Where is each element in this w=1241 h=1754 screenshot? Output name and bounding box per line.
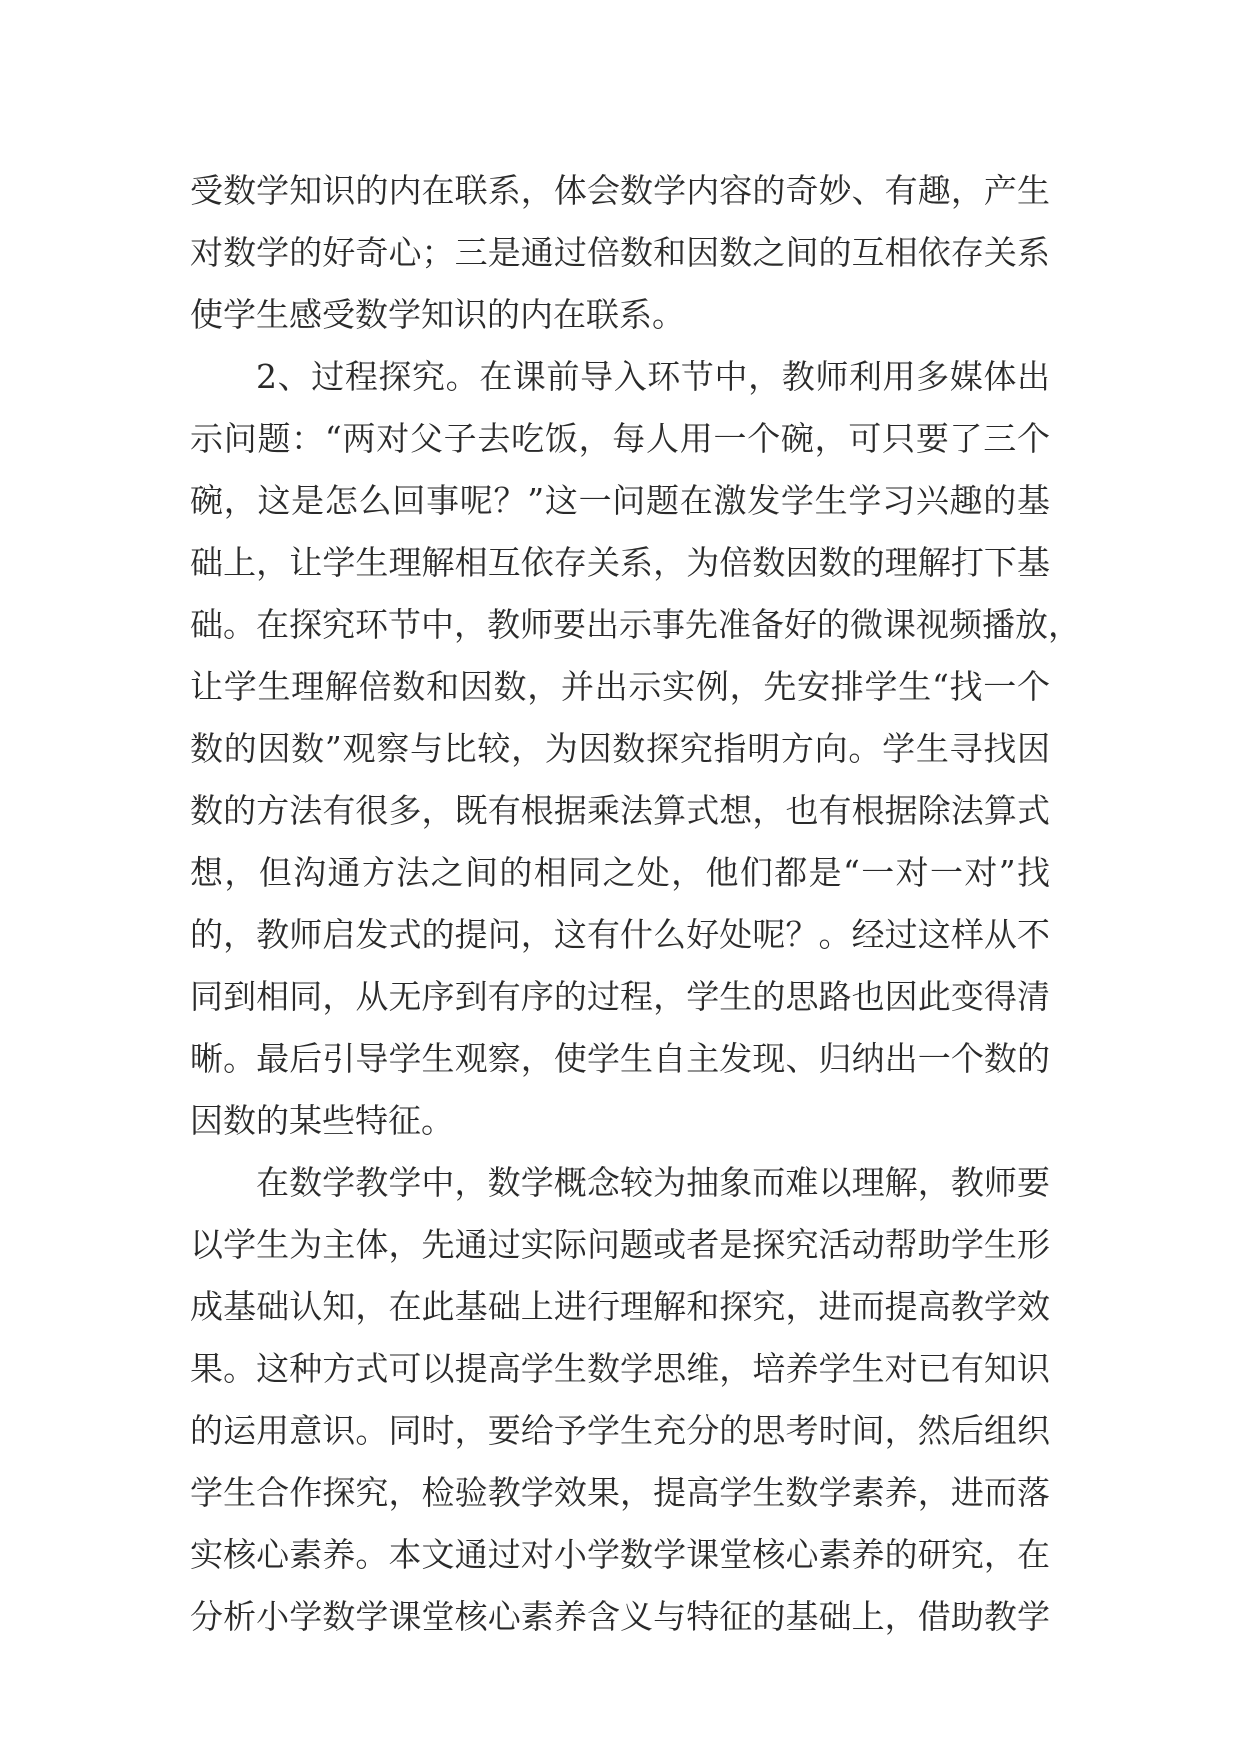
text-line: 想，但沟通方法之间的相同之处，他们都是“一对一对”找 [190, 853, 1050, 892]
text-line: 学生合作探究，检验教学效果，提高学生数学素养，进而落 [190, 1473, 1050, 1512]
text-line: 在数学教学中，数学概念较为抽象而难以理解，教师要 [256, 1163, 1050, 1202]
text-line: 数的因数”观察与比较，为因数探究指明方向。学生寻找因 [190, 729, 1050, 768]
text-line: 础上，让学生理解相互依存关系，为倍数因数的理解打下基 [190, 543, 1050, 582]
body-text [190, 160, 1081, 1648]
text-line: 对数学的好奇心；三是通过倍数和因数之间的互相依存关系 [190, 233, 1050, 272]
text-line: 成基础认知，在此基础上进行理解和探究，进而提高教学效 [190, 1287, 1050, 1326]
text-line: 示问题：“两对父子去吃饭，每人用一个碗，可只要了三个 [190, 419, 1050, 458]
text-line: 的运用意识。同时，要给予学生充分的思考时间，然后组织 [190, 1411, 1050, 1450]
text-line: 受数学知识的内在联系，体会数学内容的奇妙、有趣，产生 [190, 171, 1050, 210]
text-line: 让学生理解倍数和因数，并出示实例，先安排学生“找一个 [190, 667, 1050, 706]
text-line: 同到相同，从无序到有序的过程，学生的思路也因此变得清 [190, 977, 1050, 1016]
text-line: 因数的某些特征。 [190, 1101, 454, 1140]
text-line: 晰。最后引导学生观察，使学生自主发现、归纳出一个数的 [190, 1039, 1050, 1078]
text-line: 2、过程探究。在课前导入环节中，教师利用多媒体出 [256, 357, 1050, 396]
text-line: 数的方法有很多，既有根据乘法算式想，也有根据除法算式 [190, 791, 1050, 830]
text-line: 的，教师启发式的提问，这有什么好处呢？。经过这样从不 [190, 915, 1050, 954]
text-line: 果。这种方式可以提高学生数学思维，培养学生对已有知识 [190, 1349, 1050, 1388]
text-line: 碗，这是怎么回事呢？”这一问题在激发学生学习兴趣的基 [190, 481, 1050, 520]
text-line: 实核心素养。本文通过对小学数学课堂核心素养的研究，在 [190, 1535, 1050, 1574]
text-line: 础。在探究环节中，教师要出示事先准备好的微课视频播放， [190, 605, 1081, 644]
text-line: 以学生为主体，先通过实际问题或者是探究活动帮助学生形 [190, 1225, 1050, 1264]
text-line: 分析小学数学课堂核心素养含义与特征的基础上，借助教学 [190, 1597, 1050, 1636]
text-line: 使学生感受数学知识的内在联系。 [190, 295, 685, 334]
